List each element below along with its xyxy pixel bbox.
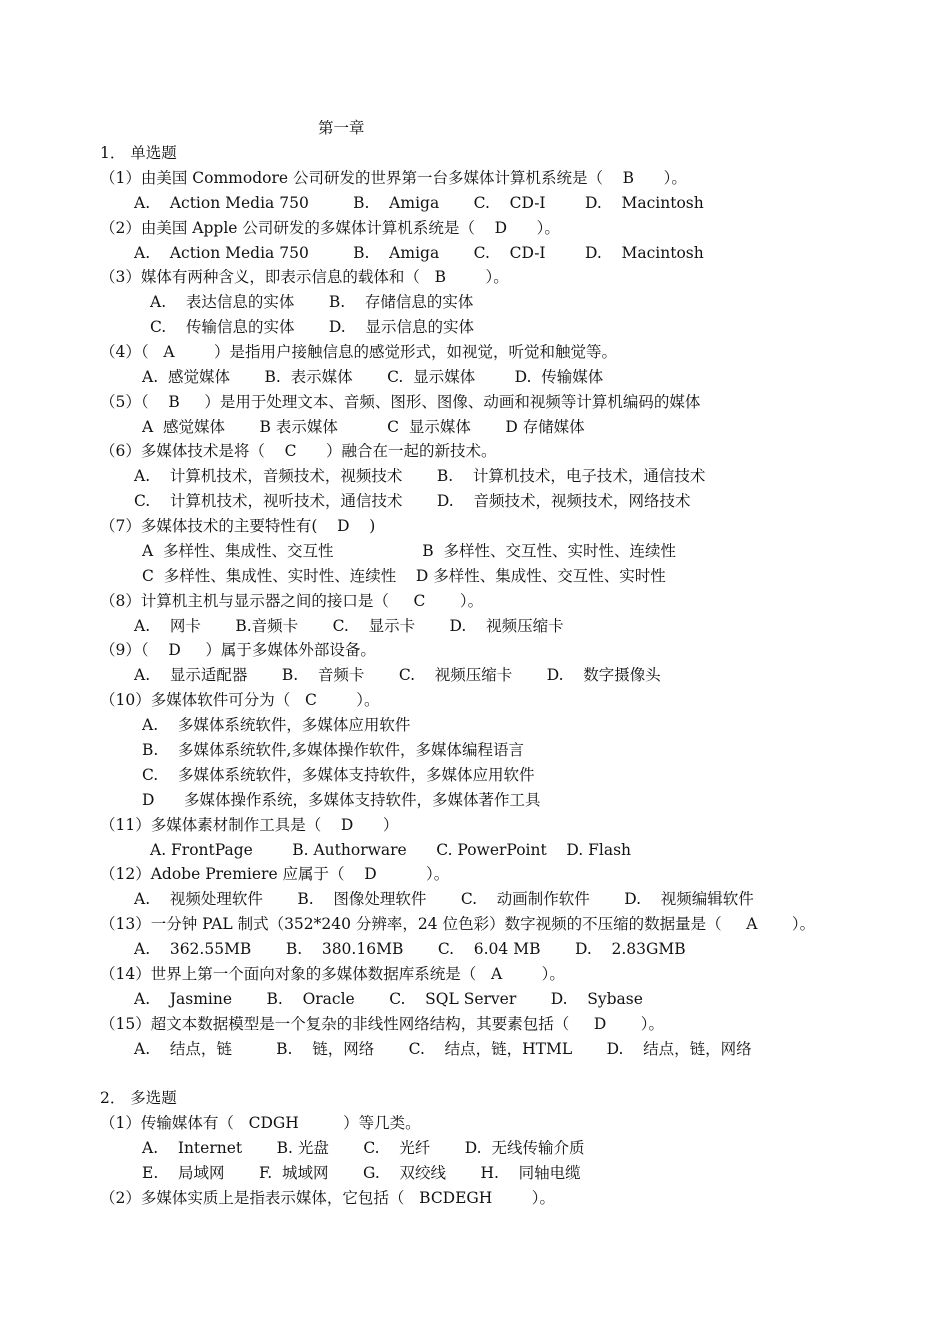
question-line: （2）由美国 Apple 公司研发的多媒体计算机系统是（ D ）。	[100, 219, 560, 237]
section-heading-multiple-choice: 2． 多选题	[100, 1089, 177, 1107]
question-line: （4）（ A ）是指用户接触信息的感觉形式，如视觉，听觉和触觉等。	[100, 343, 618, 361]
option-line: A 多样性、集成性、交互性 B 多样性、交互性、实时性、连续性	[142, 542, 676, 560]
question-line: （15）超文本数据模型是一个复杂的非线性网络结构，其要素包括（ D ）。	[100, 1015, 665, 1033]
option-line: C 多样性、集成性、实时性、连续性 D 多样性、集成性、交互性、实时性	[142, 567, 666, 585]
option-line: D 多媒体操作系统，多媒体支持软件，多媒体著作工具	[142, 791, 541, 809]
question-line: （6）多媒体技术是将（ C ）融合在一起的新技术。	[100, 442, 497, 460]
option-line: A. Action Media 750 B. Amiga C. CD-I D. Macintosh	[134, 244, 704, 262]
option-line: A 感觉媒体 B 表示媒体 C 显示媒体 D 存储媒体	[142, 418, 585, 436]
option-line: A. 表达信息的实体 B. 存储信息的实体	[150, 293, 474, 311]
question-line: （11）多媒体素材制作工具是（ D ）	[100, 816, 399, 834]
option-line: A. Action Media 750 B. Amiga C. CD-I D. Macintosh	[134, 194, 704, 212]
question-line: （7）多媒体技术的主要特性有( D )	[100, 517, 376, 535]
option-line: C. 传输信息的实体 D. 显示信息的实体	[150, 318, 474, 336]
option-line: A. Internet B. 光盘 C. 光纤 D. 无线传输介质	[142, 1139, 585, 1157]
question-line: （14）世界上第一个面向对象的多媒体数据库系统是（ A ）。	[100, 965, 565, 983]
option-line: A. 362.55MB B. 380.16MB C. 6.04 MB D. 2.83GMB	[134, 940, 686, 958]
option-line: A. Jasmine B. Oracle C. SQL Server D. Sybase	[134, 990, 643, 1008]
question-line: （9）（ D ）属于多媒体外部设备。	[100, 641, 376, 659]
chapter-title: 第一章	[318, 119, 365, 137]
option-line: A. 视频处理软件 B. 图像处理软件 C. 动画制作软件 D. 视频编辑软件	[134, 890, 754, 908]
question-line: （3）媒体有两种含义，即表示信息的载体和（ B ）。	[100, 268, 509, 286]
option-line: C. 多媒体系统软件，多媒体支持软件，多媒体应用软件	[142, 766, 535, 784]
question-line: （13）一分钟 PAL 制式（352*240 分辨率，24 位色彩）数字视频的不压缩的数据量是（ A ）。	[100, 915, 816, 933]
question-line: （5）（ B ）是用于处理文本、音频、图形、图像、动画和视频等计算机编码的媒体	[100, 393, 701, 411]
option-line: A. 显示适配器 B. 音频卡 C. 视频压缩卡 D. 数字摄像头	[134, 666, 661, 684]
option-line: B. 多媒体系统软件,多媒体操作软件，多媒体编程语言	[142, 741, 524, 759]
question-line: （10）多媒体软件可分为（ C ）。	[100, 691, 380, 709]
option-line: C. 计算机技术，视听技术，通信技术 D. 音频技术，视频技术，网络技术	[134, 492, 691, 510]
option-line: E. 局域网 F. 城域网 G. 双绞线 H. 同轴电缆	[142, 1164, 581, 1182]
section-heading-single-choice: 1． 单选题	[100, 144, 177, 162]
option-line: A. 多媒体系统软件，多媒体应用软件	[142, 716, 411, 734]
option-line: A. FrontPage B. Authorware C. PowerPoint D. Flash	[150, 841, 632, 859]
option-line: A. 结点，链 B. 链，网络 C. 结点，链，HTML D. 结点，链，网络	[134, 1040, 752, 1058]
option-line: A. 感觉媒体 B. 表示媒体 C. 显示媒体 D. 传输媒体	[142, 368, 604, 386]
question-line: （8）计算机主机与显示器之间的接口是（ C ）。	[100, 592, 484, 610]
question-line: （1）传输媒体有（ CDGH ）等几类。	[100, 1114, 421, 1132]
question-line: （12）Adobe Premiere 应属于（ D ）。	[100, 865, 450, 883]
question-line: （1）由美国 Commodore 公司研发的世界第一台多媒体计算机系统是（ B ）。	[100, 169, 687, 187]
option-line: A. 计算机技术，音频技术，视频技术 B. 计算机技术，电子技术，通信技术	[134, 467, 706, 485]
option-line: A. 网卡 B.音频卡 C. 显示卡 D. 视频压缩卡	[134, 617, 564, 635]
question-line: （2）多媒体实质上是指表示媒体，它包括（ BCDEGH ）。	[100, 1189, 555, 1207]
